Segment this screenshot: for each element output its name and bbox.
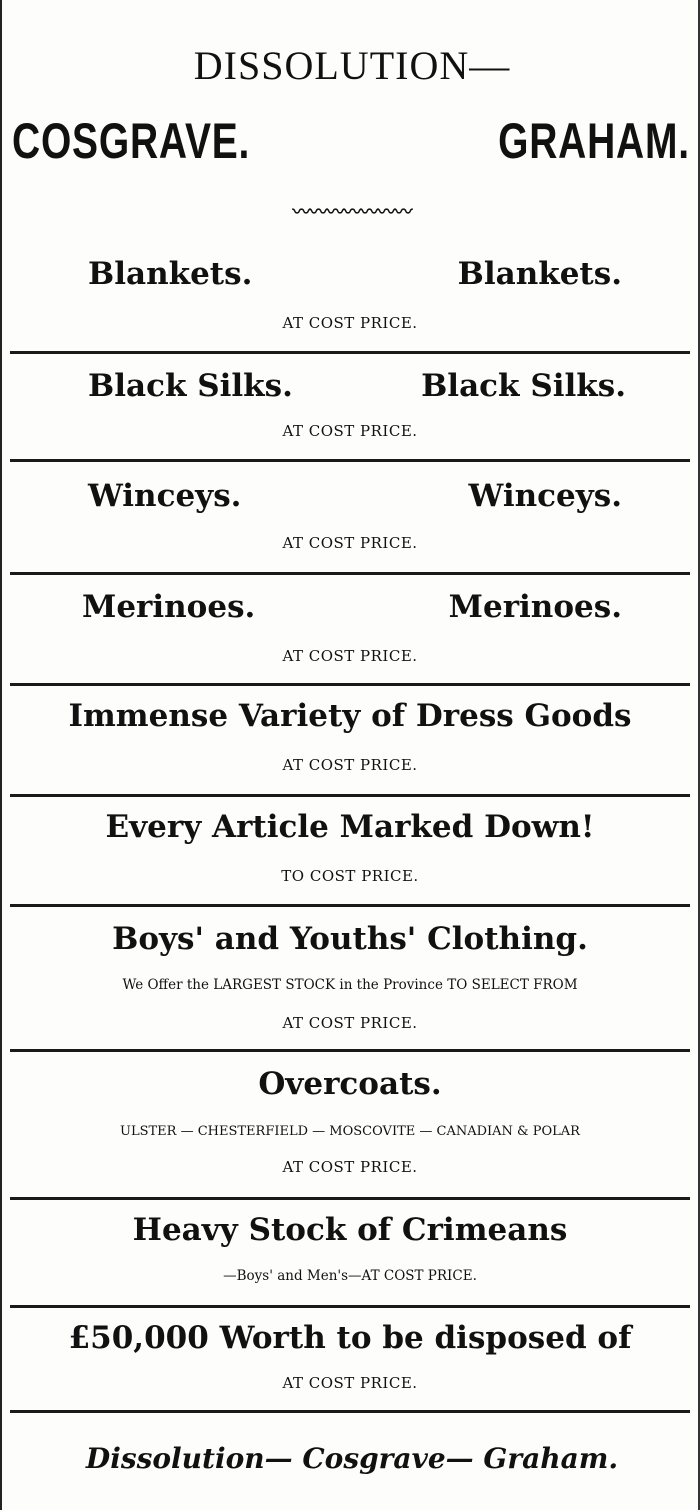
section-every-article bbox=[10, 797, 690, 907]
section-overcoats bbox=[10, 1052, 690, 1200]
wavy-ornament: 〰〰〰〰〰〰〰 bbox=[292, 202, 412, 223]
headline: Overcoats. bbox=[258, 1066, 442, 1102]
headline: Immense Variety of Dress Goods bbox=[68, 698, 632, 734]
item-name-right: Merinoes. bbox=[448, 589, 622, 625]
detail-line: —Boys' and Men's—AT COST PRICE. bbox=[223, 1268, 477, 1284]
item-name-left: Blankets. bbox=[88, 256, 253, 292]
headline: Boys' and Youths' Clothing. bbox=[112, 921, 588, 957]
firm-name-left: COSGRAVE. bbox=[12, 113, 251, 169]
price-note: AT COST PRICE. bbox=[282, 1158, 418, 1176]
price-note: AT COST PRICE. bbox=[282, 534, 418, 552]
price-note: AT COST PRICE. bbox=[282, 1014, 418, 1032]
item-pair bbox=[10, 256, 690, 306]
page-title: DISSOLUTION— bbox=[193, 43, 511, 88]
item-name-right: Black Silks. bbox=[421, 368, 626, 404]
headline: £50,000 Worth to be disposed of bbox=[68, 1320, 632, 1356]
detail-line: We Offer the LARGEST STOCK in the Province TO SELECT FROM bbox=[122, 977, 578, 993]
item-name-right: Blankets. bbox=[457, 256, 622, 292]
price-note: AT COST PRICE. bbox=[282, 422, 418, 440]
firm-name-right: GRAHAM. bbox=[498, 113, 690, 169]
price-note: AT COST PRICE. bbox=[282, 314, 418, 332]
price-note: AT COST PRICE. bbox=[282, 1374, 418, 1392]
item-name-left: Black Silks. bbox=[88, 368, 293, 404]
item-name-left: Winceys. bbox=[88, 478, 242, 514]
item-pair bbox=[10, 589, 690, 639]
headline: Every Article Marked Down! bbox=[105, 809, 595, 845]
price-note: TO COST PRICE. bbox=[281, 867, 419, 885]
section-boys-clothing bbox=[10, 907, 690, 1052]
section-merinoes bbox=[10, 575, 690, 686]
item-pair bbox=[10, 368, 690, 418]
section-crimeans bbox=[10, 1200, 690, 1308]
item-name-right: Winceys. bbox=[468, 478, 622, 514]
section-blankets bbox=[10, 252, 690, 354]
section-dress-goods bbox=[10, 686, 690, 797]
detail-line: ULSTER — CHESTERFIELD — MOSCOVITE — CANADIAN & POLAR bbox=[120, 1124, 580, 1139]
section-black-silks bbox=[10, 354, 690, 462]
item-pair bbox=[10, 478, 690, 528]
headline: Heavy Stock of Crimeans bbox=[132, 1212, 568, 1248]
price-note: AT COST PRICE. bbox=[282, 647, 418, 665]
price-note: AT COST PRICE. bbox=[282, 756, 418, 774]
section-winceys bbox=[10, 462, 690, 575]
footer-tagline: Dissolution— Cosgrave— Graham. bbox=[85, 1442, 619, 1475]
section-stock-value bbox=[10, 1308, 690, 1413]
item-name-left: Merinoes. bbox=[82, 589, 256, 625]
